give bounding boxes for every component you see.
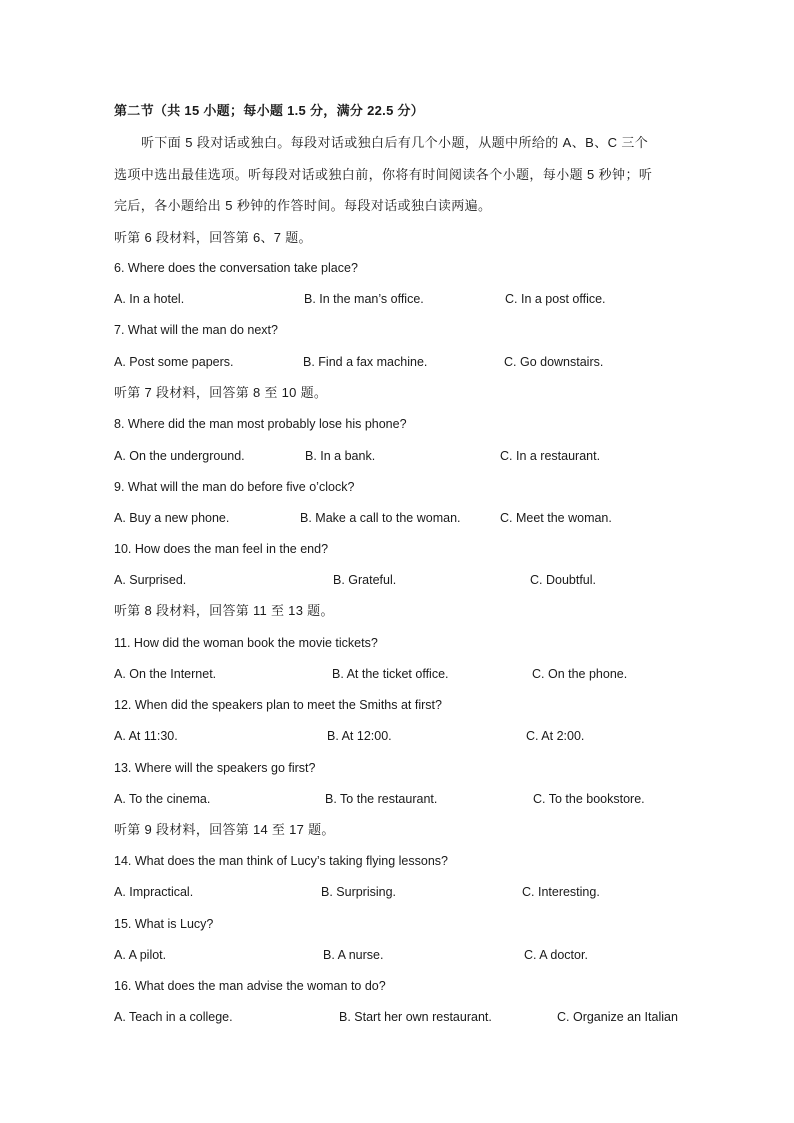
option-10c: C. Doubtful. <box>530 573 597 587</box>
option-10b: B. Grateful. <box>333 573 397 587</box>
option-10a: A. Surprised. <box>114 573 187 587</box>
option-6a: A. In a hotel. <box>114 292 185 306</box>
option-14c: C. Interesting. <box>522 885 600 899</box>
option-16a: A. Teach in a college. <box>114 1010 233 1024</box>
option-12c: C. At 2:00. <box>526 729 585 743</box>
question-stem-7: 7. What will the man do next? <box>114 323 278 337</box>
option-7c: C. Go downstairs. <box>504 355 604 369</box>
option-13a: A. To the cinema. <box>114 792 211 806</box>
question-stem-16: 16. What does the man advise the woman to do? <box>114 979 386 993</box>
section-label-8: 听第 8 段材料，回答第 11 至 13 题。 <box>114 603 334 618</box>
option-7b: B. Find a fax machine. <box>303 355 428 369</box>
option-15c: C. A doctor. <box>524 948 588 962</box>
question-stem-11: 11. How did the woman book the movie tickets? <box>114 636 378 650</box>
section-heading: 第二节（共 15 小题；每小题 1.5 分，满分 22.5 分） <box>114 103 425 118</box>
option-8a: A. On the underground. <box>114 449 245 463</box>
question-stem-9: 9. What will the man do before five o’clock? <box>114 480 355 494</box>
section-label-9: 听第 9 段材料，回答第 14 至 17 题。 <box>114 822 335 837</box>
option-6c: C. In a post office. <box>505 292 606 306</box>
option-12b: B. At 12:00. <box>327 729 392 743</box>
option-8c: C. In a restaurant. <box>500 449 601 463</box>
question-stem-10: 10. How does the man feel in the end? <box>114 542 329 556</box>
option-14b: B. Surprising. <box>321 885 397 899</box>
question-stem-14: 14. What does the man think of Lucy’s taking flying lessons? <box>114 854 448 868</box>
option-12a: A. At 11:30. <box>114 729 178 743</box>
option-9b: B. Make a call to the woman. <box>300 511 461 525</box>
instruction-line-3: 完后，各小题给出 5 秒钟的作答时间。每段对话或独白读两遍。 <box>114 198 492 213</box>
option-15a: A. A pilot. <box>114 948 167 962</box>
option-9a: A. Buy a new phone. <box>114 511 230 525</box>
option-9c: C. Meet the woman. <box>500 511 612 525</box>
question-stem-8: 8. Where did the man most probably lose his phone? <box>114 417 407 431</box>
instruction-line-2: 选项中选出最佳选项。听每段对话或独白前，你将有时间阅读各个小题，每小题 5 秒钟；听 <box>114 167 653 182</box>
section-label-6: 听第 6 段材料，回答第 6、7 题。 <box>114 230 312 245</box>
option-11c: C. On the phone. <box>532 667 628 681</box>
option-16b: B. Start her own restaurant. <box>339 1010 492 1024</box>
section-label-7: 听第 7 段材料，回答第 8 至 10 题。 <box>114 385 328 400</box>
option-8b: B. In a bank. <box>305 449 376 463</box>
question-stem-13: 13. Where will the speakers go first? <box>114 761 316 775</box>
option-6b: B. In the man’s office. <box>304 292 424 306</box>
question-stem-15: 15. What is Lucy? <box>114 917 214 931</box>
question-stem-12: 12. When did the speakers plan to meet the Smiths at first? <box>114 698 442 712</box>
option-13b: B. To the restaurant. <box>325 792 438 806</box>
instruction-line-1: 听下面 5 段对话或独白。每段对话或独白后有几个小题，从题中所给的 A、B、C 三个 <box>141 135 649 150</box>
option-14a: A. Impractical. <box>114 885 194 899</box>
option-11b: B. At the ticket office. <box>332 667 449 681</box>
option-7a: A. Post some papers. <box>114 355 234 369</box>
option-11a: A. On the Internet. <box>114 667 217 681</box>
option-13c: C. To the bookstore. <box>533 792 645 806</box>
option-16c: C. Organize an Italian <box>557 1010 678 1024</box>
option-15b: B. A nurse. <box>323 948 384 962</box>
question-stem-6: 6. Where does the conversation take place? <box>114 261 358 275</box>
